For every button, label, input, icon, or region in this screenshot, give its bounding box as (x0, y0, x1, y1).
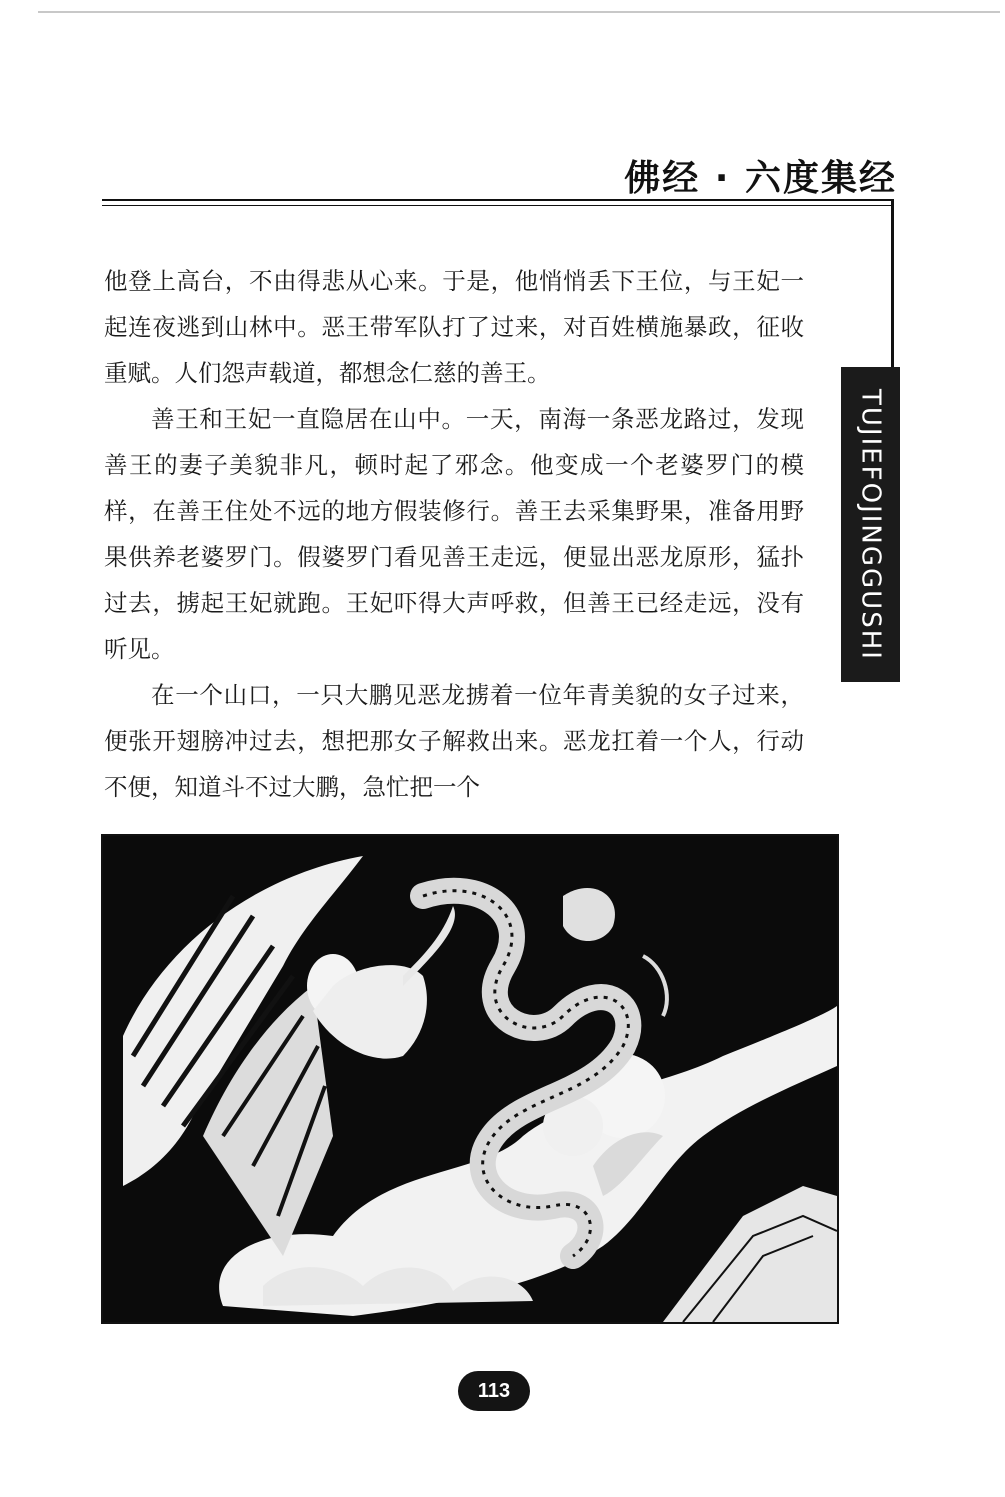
page-header-title: 佛经 · 六度集经 (624, 158, 897, 199)
illustration-art (103, 836, 837, 1322)
illustration (101, 834, 839, 1324)
page-number: 113 (477, 1379, 511, 1402)
side-tab-label: TUJIEFOJINGGUSHI (855, 388, 886, 661)
paragraph-1: 他登上高台，不由得悲从心来。于是，他悄悄丢下王位，与王妃一起连夜逃到山林中。恶王带军队打了过来，对百姓横施暴政，征收重赋。人们怨声载道，都想念仁慈的善王。 (104, 267, 804, 387)
page-number-badge (458, 1371, 530, 1411)
header-rule-thin (102, 205, 894, 206)
side-tab (841, 367, 900, 682)
top-rule (38, 11, 1000, 13)
body-text (104, 258, 804, 810)
header-vertical-rule (891, 199, 894, 367)
paragraph-2: 善王和王妃一直隐居在山中。一天，南海一条恶龙路过，发现善王的妻子美貌非凡，顿时起了邪念。他变成一个老婆罗门的模样，在善王住处不远的地方假装修行。善王去采集野果，准备用野果供养老婆罗门。假婆罗门看见善王走远，便显出恶龙原形，猛扑过去，掳起王妃就跑。王妃吓得大声呼救，但善王已经走远，没有听见。 (104, 405, 804, 663)
paragraph-3: 在一个山口，一只大鹏见恶龙掳着一位年青美貌的女子过来，便张开翅膀冲过去，想把那女子解救出来。恶龙扛着一个人，行动不便，知道斗不过大鹏，急忙把一个 (104, 681, 804, 801)
header-rule (102, 199, 894, 201)
